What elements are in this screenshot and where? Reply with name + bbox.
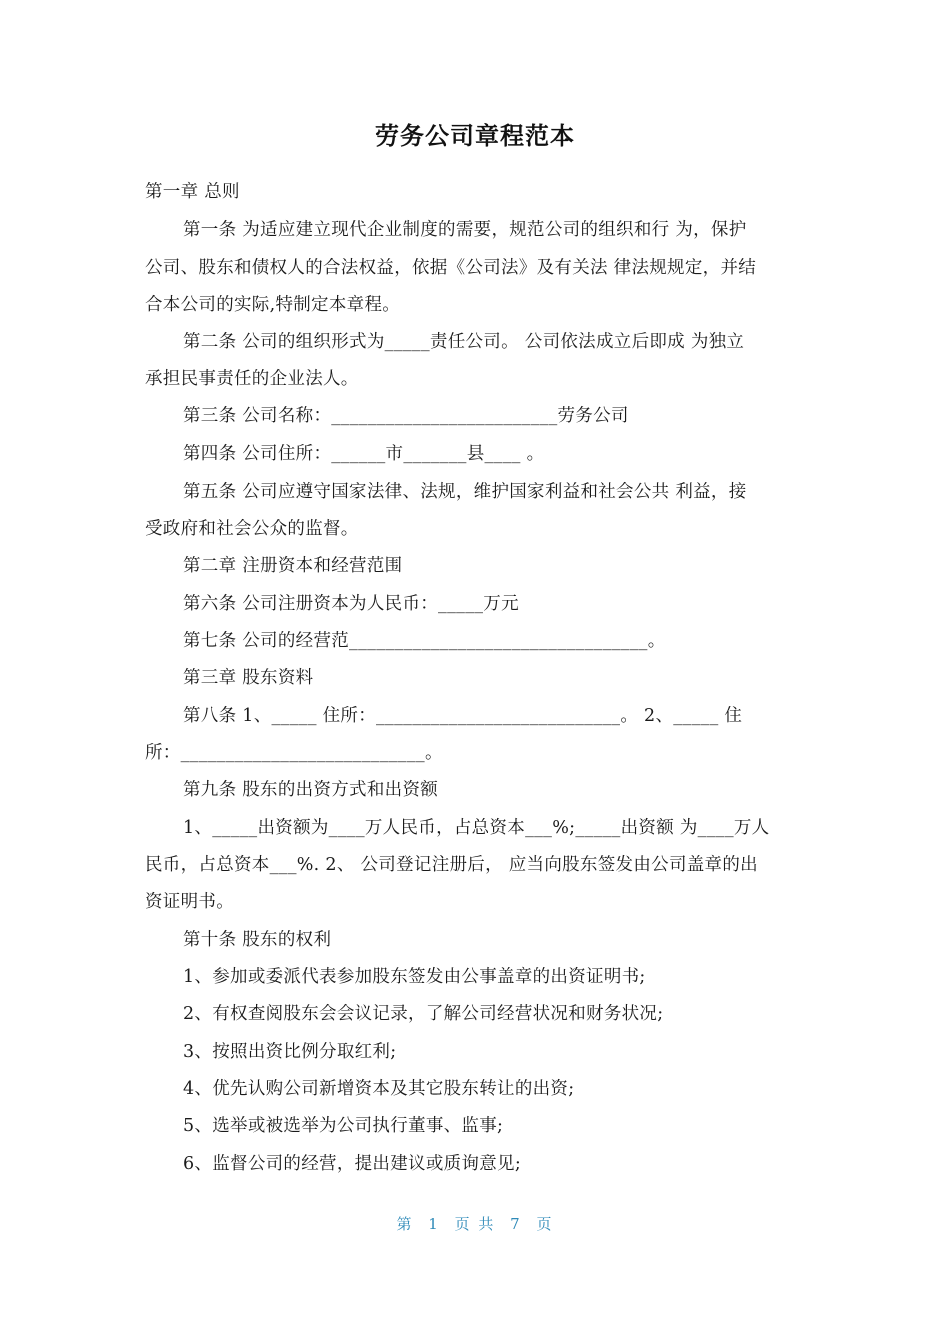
footer-suffix: 页 — [536, 1215, 554, 1233]
page-footer — [0, 1213, 950, 1234]
article-line: 第二条 公司的组织形式为_____责任公司。 公司依法成立后即成 为独立 — [183, 332, 745, 352]
list-item: 1、参加或委派代表参加股东签发由公事盖章的出资证明书; — [183, 967, 646, 987]
list-item: 5、选举或被选举为公司执行董事、监事; — [183, 1116, 504, 1136]
article-line: 公司、股东和债权人的合法权益，依据《公司法》及有关法 律法规规定，并结 — [145, 258, 757, 278]
article-line: 受政府和社会公众的监督。 — [145, 519, 359, 539]
list-item: 2、有权查阅股东会会议记录，了解公司经营状况和财务状况; — [183, 1004, 664, 1024]
article-line: 第三条 公司名称：_________________________劳务公司 — [183, 406, 629, 426]
footer-total-pages: 7 — [510, 1215, 522, 1233]
list-item: 3、按照出资比例分取红利; — [183, 1042, 397, 1062]
chapter-heading: 第一章 总则 — [145, 182, 240, 202]
article-line: 所：___________________________。 — [145, 743, 443, 763]
footer-page-number: 1 — [428, 1215, 440, 1233]
article-line: 第五条 公司应遵守国家法律、法规，维护国家利益和社会公共 利益，接 — [183, 482, 747, 502]
article-line: 民币，占总资本___%. 2、 公司登记注册后， 应当向股东签发由公司盖章的出 — [145, 855, 758, 875]
article-line: 第十条 股东的权利 — [183, 930, 332, 950]
article-line: 资证明书。 — [145, 892, 234, 912]
article-line: 合本公司的实际,特制定本章程。 — [145, 295, 401, 315]
article-line: 第八条 1、_____ 住所：___________________________。 2、_____ 住 — [183, 706, 743, 726]
article-line: 第六条 公司注册资本为人民币：_____万元 — [183, 594, 519, 614]
chapter-heading: 第三章 股东资料 — [183, 668, 314, 688]
list-item: 4、优先认购公司新增资本及其它股东转让的出资; — [183, 1079, 575, 1099]
article-line: 第一条 为适应建立现代企业制度的需要，规范公司的组织和行 为，保护 — [183, 220, 747, 240]
article-line: 第四条 公司住所：______市_______县____ 。 — [183, 444, 545, 464]
list-item: 6、监督公司的经营，提出建议或质询意见; — [183, 1154, 522, 1174]
chapter-heading: 第二章 注册资本和经营范围 — [183, 556, 403, 576]
document-title: 劳务公司章程范本 — [375, 122, 575, 150]
article-line: 1、_____出资额为____万人民币，占总资本___%;_____出资额 为____万人 — [183, 818, 770, 838]
footer-prefix: 第 — [396, 1215, 414, 1233]
article-line: 承担民事责任的企业法人。 — [145, 369, 359, 389]
article-line: 第九条 股东的出资方式和出资额 — [183, 780, 439, 800]
article-line: 第七条 公司的经营范_________________________________。 — [183, 631, 666, 651]
footer-middle: 页 共 — [454, 1215, 496, 1233]
